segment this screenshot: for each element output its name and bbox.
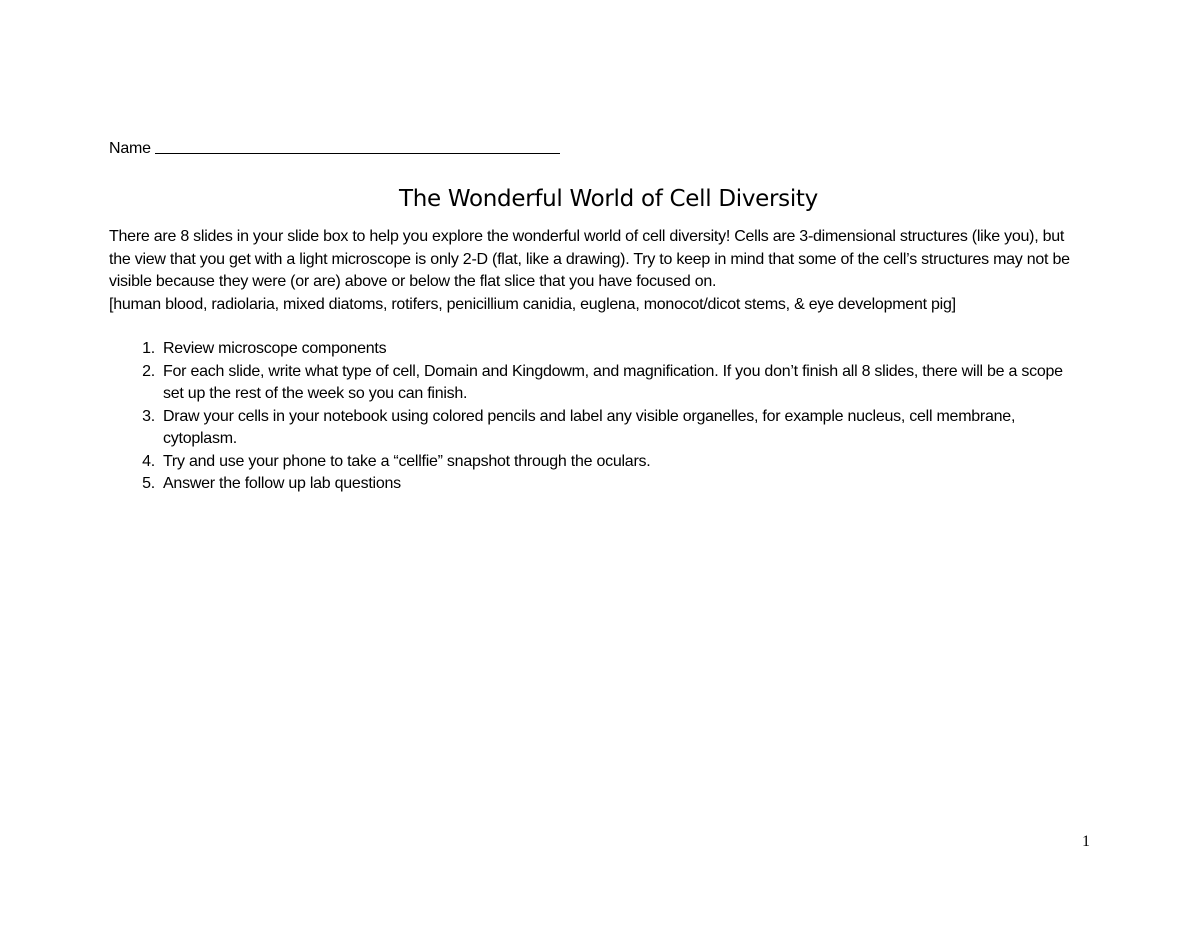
steps-list [109,338,1084,496]
step-item [109,451,1084,474]
document-body [109,137,1084,496]
slide-list: [human blood, radiolaria, mixed diatoms, rotifers, penicillium canidia, euglena, monocot/dicot stems, & eye development pig] [109,295,956,313]
step-text: Review microscope components [163,340,387,357]
step-item [109,361,1084,406]
intro-paragraph: There are 8 slides in your slide box to help you explore the wonderful world of cell diversity! Cells are 3-dimensional structures (like you), but the view that you get with a light microscope is only 2-D (flat, like a drawing). Try to keep in mind that some of the cell’s structures may not be visible because they were (or are) above or below the flat slice that you have focused on. [109,228,1070,290]
step-item [109,338,1084,361]
name-field [109,137,1084,160]
step-text: Try and use your phone to take a “cellfie” snapshot through the oculars. [163,452,651,470]
step-text: For each slide, write what type of cell, Domain and Kingdowm, and magnification. If you don’t finish all 8 slides, there will be a scope set up the rest of the week so you can finish. [163,362,1063,402]
step-text: Answer the follow up lab questions [163,475,401,492]
name-blank-line [155,137,560,154]
step-item [109,473,1084,496]
page-number: 1 [1082,833,1090,850]
intro-section [109,226,1084,316]
name-label: Name [109,140,151,157]
page-title: The Wonderful World of Cell Diversity [399,186,818,212]
step-text: Draw your cells in your notebook using colored pencils and label any visible organelles, for example nucleus, cell membrane, cytoplasm. [163,407,1016,447]
step-number: 5. [142,475,155,492]
step-number: 3. [142,407,155,425]
step-item [109,406,1084,451]
step-number: 1. [142,340,155,357]
step-number: 2. [142,362,155,380]
step-number: 4. [142,452,155,470]
